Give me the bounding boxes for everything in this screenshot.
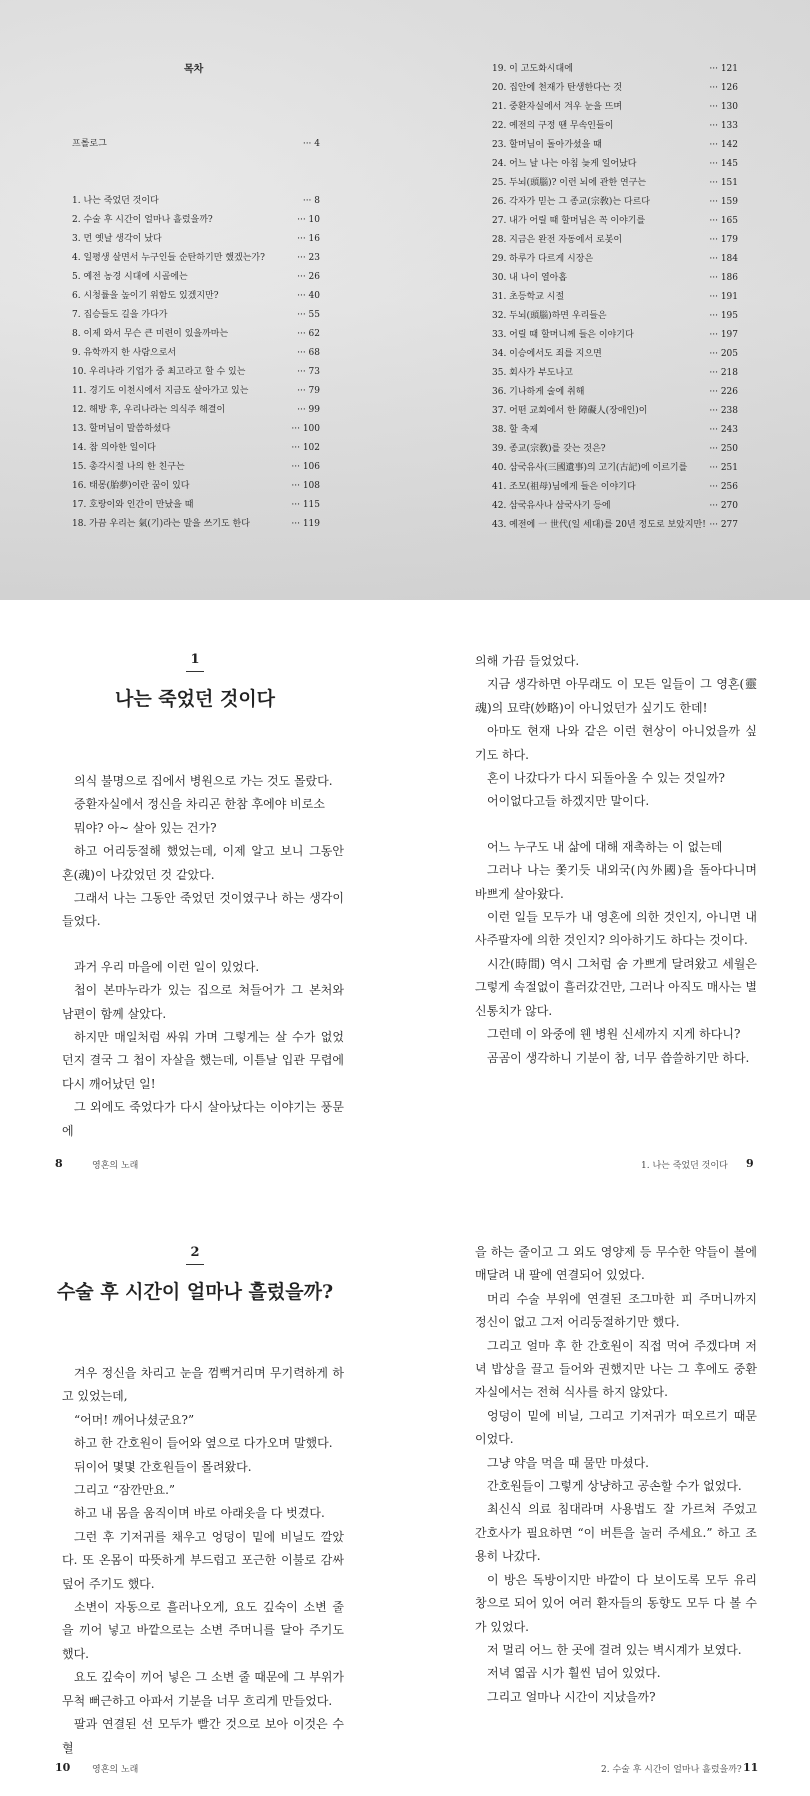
toc-entry-page: ··· 195 xyxy=(709,311,738,321)
toc-entry-title: 10. 우리나라 기업가 중 최고라고 할 수 있는 xyxy=(72,367,246,377)
toc-entry xyxy=(72,249,320,268)
toc-entry-title: 9. 유학까지 한 사람으로서 xyxy=(72,348,177,358)
toc-entry-page: ··· 165 xyxy=(709,216,738,226)
running-head: 1. 나는 죽었던 것이다 xyxy=(641,1161,728,1171)
toc-entry-title: 16. 태몽(胎夢)이란 꿈이 있다 xyxy=(72,481,190,491)
paragraph: 혼이 나갔다가 다시 되돌아올 수 있는 것일까? xyxy=(487,771,725,786)
page-8 xyxy=(0,600,405,1190)
page-10 xyxy=(0,1195,405,1795)
toc-title: 목차 xyxy=(184,64,204,75)
page-9 xyxy=(405,600,810,1190)
paragraph: 그냥 약을 먹을 때 물만 마셨다. xyxy=(487,1455,649,1470)
toc-entry-title: 17. 호랑이와 인간이 만났을 때 xyxy=(72,500,194,510)
folio: 9 xyxy=(746,1157,754,1170)
toc-entry-title: 24. 어느 날 나는 아침 늦게 일어났다 xyxy=(492,159,637,169)
toc-entry-page: ··· 119 xyxy=(291,519,320,529)
toc-entry-page: ··· 256 xyxy=(709,482,738,492)
toc-entry xyxy=(492,269,738,288)
paragraph: 팔과 연결된 선 모두가 빨간 것으로 보아 이것은 수혈 xyxy=(62,1717,344,1755)
toc-entry-page: ··· 243 xyxy=(709,425,738,435)
chapter-title: 수술 후 시간이 얼마나 흘렀을까? xyxy=(56,1281,334,1303)
toc-entry-page: ··· 99 xyxy=(297,405,320,415)
toc-entry xyxy=(72,192,320,211)
toc-entry-title: 6. 시청률을 높이기 위함도 있겠지만? xyxy=(72,291,219,301)
paragraph: 그 외에도 죽었다가 다시 살아났다는 이야기는 풍문에 xyxy=(62,1100,344,1138)
toc-entry xyxy=(492,345,738,364)
body-text xyxy=(475,650,757,1070)
page-11 xyxy=(405,1195,810,1795)
toc-entry-page: ··· 8 xyxy=(302,196,320,206)
paragraph: 엉덩이 밑에 비닐, 그리고 기저귀가 떠오르기 때문이었다. xyxy=(475,1408,757,1447)
toc-entry-title: 31. 초등학교 시절 xyxy=(492,292,565,302)
toc-entry-title: 28. 지금은 완전 자동에서 로봇이 xyxy=(492,235,623,245)
toc-entry-page: ··· 184 xyxy=(709,254,738,264)
toc-entry xyxy=(492,79,738,98)
toc-right-column xyxy=(492,60,738,535)
paragraph: 머리 수술 부위에 연결된 조그마한 피 주머니까지 정신이 없고 그저 어리둥절하기만 했다. xyxy=(475,1291,757,1330)
paragraph: 하지만 매일처럼 싸워 가며 그렇게는 살 수가 없었던지 결국 그 첩이 자살을 했는데, 이튿날 입관 무렵에 다시 깨어났던 일! xyxy=(62,1030,344,1091)
paragraph: 지금 생각하면 아무래도 이 모든 일들이 그 영혼(靈魂)의 묘략(妙略)이 아니었던가 싶기도 한데! xyxy=(475,677,757,715)
toc-entry-title: 29. 하루가 다르게 시장은 xyxy=(492,254,594,264)
chapter-number: 1 xyxy=(190,652,200,667)
paragraph: 을 하는 줄이고 그 외도 영양제 등 무수한 약들이 볼에 매달려 내 팔에 연결되어 있었다. xyxy=(475,1245,757,1283)
paragraph: 과거 우리 마을에 이런 일이 있었다. xyxy=(74,959,260,974)
toc-entry-title: 37. 어떤 교회에서 한 障礙人(장애인)이 xyxy=(492,406,648,416)
toc-entry xyxy=(72,344,320,363)
toc-entry xyxy=(72,306,320,325)
toc-entry xyxy=(492,440,738,459)
paragraph: 하고 내 몸을 움직이며 바로 아래옷을 다 벗겼다. xyxy=(74,1506,325,1521)
toc-entry-title: 25. 두뇌(頭腦)? 이런 뇌에 관한 연구는 xyxy=(492,178,647,188)
toc-entry-page: ··· 186 xyxy=(709,273,738,283)
toc-entry-title: 38. 할 축제 xyxy=(492,425,539,435)
toc-entry-page: ··· 68 xyxy=(297,348,320,358)
toc-entry xyxy=(492,136,738,155)
paragraph: 소변이 자동으로 흘러나오게, 요도 깊숙이 소변 줄을 끼어 넣고 바깥으로는 소변 주머니를 달아 주기도 했다. xyxy=(62,1600,344,1661)
toc-entry-page: ··· 218 xyxy=(709,368,738,378)
toc-entry xyxy=(72,458,320,477)
toc-entry-title: 39. 종교(宗敎)를 갖는 것은? xyxy=(492,444,606,454)
toc-entry-page: ··· 145 xyxy=(709,159,738,169)
toc-entry-title: 41. 조모(祖母)님에게 들은 이야기다 xyxy=(492,482,636,492)
paragraph: 그러나 나는 쫓기듯 내외국(內外國)을 돌아다니며 바쁘게 살아왔다. xyxy=(475,863,757,901)
paragraph: 그리고 얼마 후 한 간호원이 직접 먹여 주겠다며 저녁 밥상을 끌고 들어와 권했지만 나는 그 후에도 중환자실에서는 전혀 식사를 하지 않았다. xyxy=(475,1338,757,1400)
toc-entry xyxy=(492,497,738,516)
toc-entry-page: ··· 79 xyxy=(297,386,320,396)
toc-entry-page: ··· 277 xyxy=(709,520,738,530)
paragraph-gap xyxy=(475,814,757,836)
toc-entry-page: ··· 226 xyxy=(709,387,738,397)
folio: 11 xyxy=(743,1761,759,1774)
toc-page xyxy=(0,0,810,600)
paragraph: 요도 깊숙이 끼어 넣은 그 소변 줄 때문에 그 부위가 무척 뻐근하고 아파서 기분을 너무 흐리게 만들었다. xyxy=(62,1670,344,1708)
paragraph: 어느 누구도 내 삶에 대해 재촉하는 이 없는데 xyxy=(487,839,723,854)
toc-entry-title: 프롤로그 xyxy=(72,139,107,149)
toc-entry-title: 30. 내 나이 열아홉 xyxy=(492,273,568,283)
toc-entry-page: ··· 55 xyxy=(297,310,320,320)
paragraph: 곰곰이 생각하니 기분이 참, 너무 씁쓸하기만 하다. xyxy=(487,1050,750,1065)
toc-entry-title: 36. 기나하게 술에 취해 xyxy=(492,387,585,397)
toc-entry-page: ··· 130 xyxy=(709,102,738,112)
paragraph: 저녁 엷곱 시가 훨씬 넘어 있었다. xyxy=(487,1666,661,1681)
toc-entry-title: 1. 나는 죽었던 것이다 xyxy=(72,196,159,206)
toc-entry-title: 40. 삼국유사(三國遺事)의 고기(古記)에 이르기를 xyxy=(492,463,688,473)
paragraph: 그런 후 기저귀를 채우고 엉덩이 밑에 비닐도 깔았다. 또 온몸이 따뜻하게 부드럽고 포근한 이불로 감싸 덮어 주기도 했다. xyxy=(62,1529,344,1591)
toc-entry-title: 2. 수술 후 시간이 얼마나 흘렀을까? xyxy=(72,215,213,225)
toc-entry-page: ··· 10 xyxy=(297,215,320,225)
toc-entry-title: 5. 예전 농경 시대에 시골에는 xyxy=(72,272,188,282)
paragraph: 최신식 의료 침대라며 사용법도 잘 가르쳐 주었고 간호사가 필요하면 “이 버튼을 눌러 주세요.” 하고 조용히 나갔다. xyxy=(475,1502,757,1564)
paragraph: 간호원들이 그렇게 상냥하고 공손할 수가 없었다. xyxy=(487,1479,742,1494)
paragraph: 아마도 현재 나와 같은 이런 현상이 아니었을까 싶기도 하다. xyxy=(475,724,757,762)
paragraph: 뭐야? 아~ 살아 있는 건가? xyxy=(74,820,217,835)
toc-entry xyxy=(492,231,738,250)
toc-entry-page: ··· 108 xyxy=(291,481,320,491)
chapter-number: 2 xyxy=(190,1245,200,1260)
toc-entry xyxy=(72,439,320,458)
toc-entry xyxy=(492,212,738,231)
toc-entry-page: ··· 151 xyxy=(709,178,738,188)
toc-entry-page: ··· 159 xyxy=(709,197,738,207)
toc-entry-title: 43. 예전에 一 世代(일 세대)를 20년 정도로 보았지만! xyxy=(492,520,706,530)
toc-entry xyxy=(72,477,320,496)
toc-left-column xyxy=(72,192,320,534)
paragraph: 의식 불명으로 집에서 병원으로 가는 것도 몰랐다. xyxy=(74,774,333,788)
toc-entry-page: ··· 100 xyxy=(291,424,320,434)
paragraph: 그리고 “잠깐만요.” xyxy=(74,1483,176,1498)
paragraph: 하고 한 간호원이 들어와 옆으로 다가오며 말했다. xyxy=(74,1436,333,1451)
toc-entry-page: ··· 179 xyxy=(709,235,738,245)
toc-entry xyxy=(492,307,738,326)
folio: 8 xyxy=(55,1157,63,1170)
toc-entry-page: ··· 191 xyxy=(709,292,738,302)
toc-entry xyxy=(492,155,738,174)
paragraph: 하고 어리둥절해 했었는데, 이제 알고 보니 그동안 혼(魂)이 나갔었던 것 같았다. xyxy=(62,844,344,882)
toc-entry-page: ··· 73 xyxy=(297,367,320,377)
toc-entry xyxy=(72,515,320,534)
toc-entry xyxy=(72,287,320,306)
paragraph: 의해 가끔 들었었다. xyxy=(475,654,580,668)
toc-entry-page: ··· 270 xyxy=(709,501,738,511)
chapter-rule xyxy=(186,1264,204,1265)
toc-entry-page: ··· 26 xyxy=(297,272,320,282)
paragraph: 그리고 얼마나 시간이 지났을까? xyxy=(487,1689,656,1704)
toc-entry-title: 33. 어릴 때 할머니께 들은 이야기다 xyxy=(492,330,634,340)
toc-entry-page: ··· 238 xyxy=(709,406,738,416)
chapter-title: 나는 죽었던 것이다 xyxy=(114,688,276,710)
toc-entry xyxy=(492,478,738,497)
toc-entry-page: ··· 115 xyxy=(291,500,320,510)
toc-entry xyxy=(72,363,320,382)
toc-entry-title: 32. 두뇌(頭腦)하면 우리들은 xyxy=(492,311,607,321)
toc-entry-page: ··· 106 xyxy=(291,462,320,472)
toc-entry-page: ··· 102 xyxy=(291,443,320,453)
running-head: 영혼의 노래 xyxy=(92,1765,139,1775)
paragraph: 시간(時間) 역시 그처럼 숨 가쁘게 달려왔고 세월은 그렇게 속절없이 흘러갔건만, 그러나 아직도 매사는 별 신통치가 않다. xyxy=(475,956,757,1018)
paragraph: 그런데 이 와중에 웬 병원 신세까지 지게 하다니? xyxy=(487,1027,741,1042)
toc-entry-title: 27. 내가 어릴 때 할머님은 꼭 이야기를 xyxy=(492,216,646,226)
toc-entry-page: ··· 197 xyxy=(709,330,738,340)
running-head: 2. 수술 후 시간이 얼마나 흘렀을까? xyxy=(601,1765,742,1775)
toc-entry-page: ··· 205 xyxy=(709,349,738,359)
chapter-rule xyxy=(186,671,204,672)
toc-entry-title: 21. 중환자실에서 겨우 눈을 뜨며 xyxy=(492,102,623,112)
toc-entry xyxy=(72,211,320,230)
toc-entry-title: 3. 먼 옛날 생각이 났다 xyxy=(72,234,162,244)
toc-entry-page: ··· 121 xyxy=(709,64,738,74)
running-head: 영혼의 노래 xyxy=(92,1161,139,1171)
paragraph: 중환자실에서 정신을 차리곤 한참 후에야 비로소 xyxy=(74,797,325,812)
toc-entry xyxy=(492,421,738,440)
toc-entry-title: 19. 이 고도화시대에 xyxy=(492,64,573,74)
body-text xyxy=(62,1362,344,1760)
toc-prologue xyxy=(72,135,320,154)
toc-entry xyxy=(492,60,738,79)
toc-entry-title: 11. 경기도 이천시에서 지금도 살아가고 있는 xyxy=(72,386,249,396)
toc-entry xyxy=(492,364,738,383)
toc-entry-title: 26. 각자가 믿는 그 종교(宗敎)는 다르다 xyxy=(492,197,650,207)
paragraph: 이런 일들 모두가 내 영혼에 의한 것인지, 아니면 내 사주팔자에 의한 것인지? 의아하기도 하다는 것이다. xyxy=(475,910,757,948)
paragraph: “어머! 깨어나셨군요?” xyxy=(74,1412,195,1427)
toc-entry xyxy=(492,516,738,535)
toc-entry xyxy=(492,117,738,136)
toc-entry-title: 23. 할머님이 돌아가셨을 때 xyxy=(492,140,602,150)
toc-entry xyxy=(492,174,738,193)
toc-entry-title: 20. 집안에 천재가 탄생한다는 것 xyxy=(492,83,623,93)
toc-entry xyxy=(72,496,320,515)
paragraph: 이 방은 독방이지만 바깥이 다 보이도록 모두 유리창으로 되어 있어 여러 환자들의 동향도 모두 다 볼 수가 있었다. xyxy=(475,1572,757,1634)
toc-entry xyxy=(492,459,738,478)
body-text xyxy=(475,1241,757,1709)
toc-entry xyxy=(492,250,738,269)
toc-entry-page: ··· 250 xyxy=(709,444,738,454)
toc-entry xyxy=(492,383,738,402)
toc-entry-title: 4. 일평생 살면서 누구인들 순탄하기만 했겠는가? xyxy=(72,253,265,263)
toc-entry-title: 8. 이제 와서 무슨 큰 미련이 있을까마는 xyxy=(72,329,229,339)
toc-entry xyxy=(492,288,738,307)
folio: 10 xyxy=(55,1761,71,1774)
toc-entry xyxy=(72,382,320,401)
toc-entry-title: 12. 해방 후, 우리나라는 의식주 해결이 xyxy=(72,405,226,415)
toc-entry-page: ··· 40 xyxy=(297,291,320,301)
toc-entry xyxy=(492,98,738,117)
toc-entry xyxy=(72,325,320,344)
toc-entry-title: 22. 예전의 구정 땐 무속인들이 xyxy=(492,121,614,131)
toc-entry xyxy=(72,268,320,287)
toc-entry-title: 15. 총각시절 나의 한 친구는 xyxy=(72,462,185,472)
toc-entry-title: 34. 이승에서도 죄를 지으면 xyxy=(492,349,602,359)
toc-entry-title: 13. 할머님이 말씀하셨다 xyxy=(72,424,171,434)
toc-entry-title: 14. 참 의아한 일이다 xyxy=(72,443,156,453)
paragraph-gap xyxy=(62,934,344,956)
toc-entry-page: ··· 126 xyxy=(709,83,738,93)
paragraph: 저 멀리 어느 한 곳에 걸려 있는 벽시계가 보였다. xyxy=(487,1642,742,1657)
toc-entry-title: 35. 회사가 부도나고 xyxy=(492,368,573,378)
toc-entry xyxy=(72,230,320,249)
body-text xyxy=(62,770,344,1143)
toc-entry-title: 18. 가끔 우리는 氣(기)라는 말을 쓰기도 한다 xyxy=(72,519,250,529)
toc-entry-page: ··· 142 xyxy=(709,140,738,150)
paragraph: 뒤이어 몇몇 간호원들이 몰려왔다. xyxy=(74,1459,252,1474)
paragraph: 첩이 본마누라가 있는 집으로 쳐들어가 그 본처와 남편이 함께 살았다. xyxy=(62,983,344,1021)
paragraph: 겨우 정신을 차리고 눈을 껌뻑거리며 무기력하게 하고 있었는데, xyxy=(62,1366,344,1404)
toc-entry xyxy=(492,326,738,345)
toc-entry-title: 42. 삼국유사나 삼국사기 등에 xyxy=(492,501,611,511)
toc-entry xyxy=(492,402,738,421)
toc-entry xyxy=(492,193,738,212)
toc-entry xyxy=(72,420,320,439)
toc-entry-page: ··· 23 xyxy=(297,253,320,263)
toc-entry xyxy=(72,401,320,420)
toc-entry-title: 7. 집승들도 길을 가다가 xyxy=(72,310,168,320)
toc-entry-page: ··· 62 xyxy=(297,329,320,339)
toc-entry-page: ··· 133 xyxy=(709,121,738,131)
toc-entry-page: ··· 16 xyxy=(297,234,320,244)
paragraph: 어이없다고들 하겠지만 말이다. xyxy=(487,794,650,809)
paragraph: 그래서 나는 그동안 죽었던 것이였구나 하는 생각이 들었다. xyxy=(62,891,344,929)
toc-entry xyxy=(72,135,320,154)
toc-entry-page: ··· 251 xyxy=(709,463,738,473)
toc-entry-page: ··· 4 xyxy=(302,139,320,149)
